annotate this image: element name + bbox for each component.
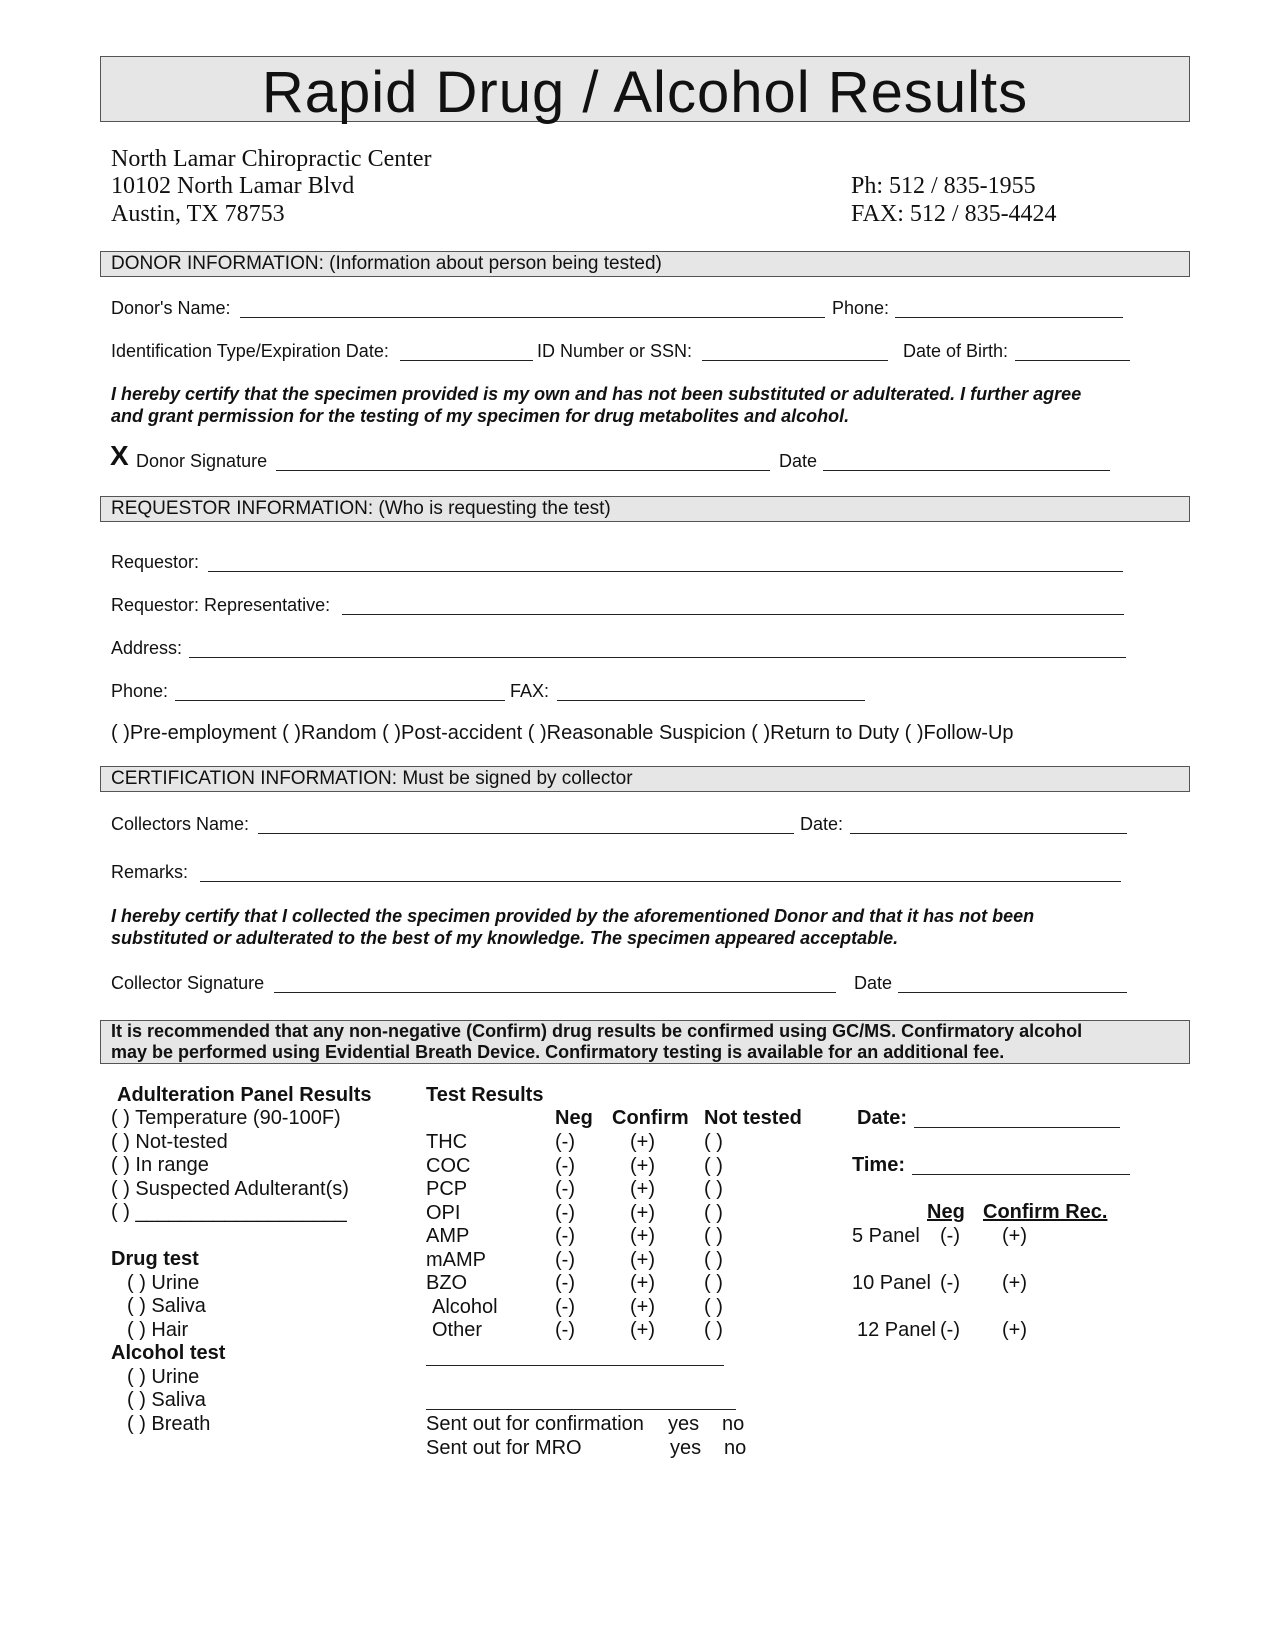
adulteration-item[interactable]: ( ) Not-tested (111, 1131, 228, 1153)
id-type-field[interactable] (400, 360, 533, 361)
result-confirm[interactable]: (+) (630, 1295, 655, 1318)
address-field[interactable] (189, 657, 1126, 658)
other-write-in-line[interactable] (426, 1365, 724, 1366)
requestor-phone-label: Phone: (111, 681, 169, 701)
panel-date-field[interactable] (914, 1127, 1120, 1128)
address-label: Address: (111, 638, 183, 658)
id-number-label: ID Number or SSN: (537, 341, 693, 361)
panel-5-label: 5 Panel (852, 1225, 920, 1247)
result-confirm[interactable]: (+) (630, 1154, 655, 1177)
result-not-tested[interactable]: ( ) (704, 1178, 723, 1200)
adulteration-item[interactable]: ( ) Suspected Adulterant(s) (111, 1178, 349, 1200)
sent-confirmation-yes[interactable]: yes (668, 1413, 700, 1435)
panel-10-neg[interactable]: (-) (940, 1272, 960, 1294)
result-name: OPI (426, 1201, 461, 1224)
form-title-box (100, 56, 1190, 125)
panel-10-label: 10 Panel (852, 1272, 931, 1294)
result-neg[interactable]: (-) (555, 1295, 575, 1318)
sent-mro-yes[interactable]: yes (670, 1437, 702, 1459)
panel-confirm-header: Confirm Rec. (983, 1201, 1108, 1223)
panel-12-label: 12 Panel (857, 1319, 936, 1341)
collector-sig-date-label: Date (854, 973, 893, 993)
adulteration-item[interactable]: ( ) Temperature (90-100F) (111, 1107, 341, 1129)
id-type-label: Identification Type/Expiration Date: (111, 341, 389, 361)
requestor-phone-field[interactable] (175, 700, 505, 701)
result-confirm[interactable]: (+) (630, 1201, 655, 1224)
result-confirm[interactable]: (+) (630, 1131, 655, 1153)
note-line1: It is recommended that any non-negative (Confirm) drug results be confirmed using GC/MS. Confirmatory alcohol (111, 1021, 1083, 1041)
remarks-label: Remarks: (111, 862, 189, 882)
collector-date-label: Date: (800, 814, 844, 834)
collector-cert-line2: substituted or adulterated to the best of my knowledge. The specimen appeared acceptable. (111, 928, 899, 948)
other-write-in-line-2[interactable] (426, 1409, 736, 1410)
col-neg-header: Neg (555, 1107, 593, 1129)
collector-name-label: Collectors Name: (111, 814, 250, 834)
dob-field[interactable] (1015, 360, 1130, 361)
donor-phone-label: Phone: (832, 298, 890, 318)
test-results-header: Test Results (426, 1084, 544, 1106)
result-name: Alcohol (432, 1295, 498, 1318)
donor-signature-label: Donor Signature (136, 451, 268, 471)
sent-confirmation-no[interactable]: no (722, 1413, 745, 1435)
result-not-tested[interactable]: ( ) (704, 1131, 723, 1153)
drug-test-item[interactable]: ( ) Urine (127, 1272, 200, 1294)
adulteration-item[interactable]: ( ) In range (111, 1154, 209, 1176)
alcohol-test-item[interactable]: ( ) Breath (127, 1413, 211, 1435)
requestor-label: Requestor: (111, 552, 200, 572)
donor-name-label: Donor's Name: (111, 298, 231, 318)
collector-date-field[interactable] (850, 833, 1127, 834)
donor-section-header: DONOR INFORMATION: (Information about person being tested) (100, 251, 1190, 277)
panel-neg-header: Neg (927, 1201, 965, 1223)
requestor-field[interactable] (208, 571, 1123, 572)
alcohol-test-item[interactable]: ( ) Saliva (127, 1389, 206, 1411)
clinic-address1: 10102 North Lamar Blvd (111, 173, 355, 199)
requestor-rep-label: Requestor: Representative: (111, 595, 331, 615)
test-reason-options[interactable]: ( )Pre-employment ( )Random ( )Post-accident ( )Reasonable Suspicion ( )Return to Duty ( )Follow-Up (111, 722, 1014, 744)
donor-signature-field[interactable] (276, 470, 770, 471)
result-confirm[interactable]: (+) (630, 1248, 655, 1271)
form-title: Rapid Drug / Alcohol Results (261, 60, 1029, 125)
result-not-tested[interactable]: ( ) (704, 1319, 723, 1341)
result-neg[interactable]: (-) (555, 1131, 575, 1153)
drug-test-item[interactable]: ( ) Saliva (127, 1295, 206, 1317)
alcohol-test-item[interactable]: ( ) Urine (127, 1366, 200, 1388)
drug-test-item[interactable]: ( ) Hair (127, 1319, 189, 1341)
result-name: BZO (426, 1272, 468, 1294)
donor-name-field[interactable] (240, 317, 825, 318)
collector-cert-line1: I hereby certify that I collected the specimen provided by the aforementioned Donor and that it has not been (111, 906, 1035, 926)
result-not-tested[interactable]: ( ) (704, 1201, 723, 1224)
panel-time-field[interactable] (912, 1174, 1130, 1175)
panel-time-label: Time: (852, 1154, 905, 1176)
result-neg[interactable]: (-) (555, 1225, 575, 1247)
clinic-address2: Austin, TX 78753 (111, 201, 285, 227)
requestor-section-header: REQUESTOR INFORMATION: (Who is requesting the test) (100, 496, 1190, 522)
result-not-tested[interactable]: ( ) (704, 1295, 723, 1318)
collector-signature-field[interactable] (274, 992, 836, 993)
panel-12-confirm[interactable]: (+) (1002, 1319, 1027, 1341)
remarks-field[interactable] (200, 881, 1121, 882)
collector-signature-label: Collector Signature (111, 973, 265, 993)
id-number-field[interactable] (702, 360, 888, 361)
result-name: THC (426, 1131, 468, 1153)
panel-12-neg[interactable]: (-) (940, 1319, 960, 1341)
result-confirm[interactable]: (+) (630, 1272, 655, 1294)
result-neg[interactable]: (-) (555, 1154, 575, 1177)
panel-10-confirm[interactable]: (+) (1002, 1272, 1027, 1294)
result-neg[interactable]: (-) (555, 1248, 575, 1271)
confirmation-note (100, 1020, 1190, 1064)
donor-date-field[interactable] (823, 470, 1110, 471)
sent-confirmation-label: Sent out for confirmation (426, 1413, 644, 1435)
clinic-name: North Lamar Chiropractic Center (111, 146, 432, 172)
requestor-rep-field[interactable] (342, 614, 1124, 615)
result-confirm[interactable]: (+) (630, 1319, 655, 1341)
certification-section-header: CERTIFICATION INFORMATION: Must be signed by collector (100, 766, 1190, 792)
result-name: mAMP (426, 1248, 486, 1271)
panel-date-label: Date: (857, 1107, 908, 1129)
clinic-fax: FAX: 512 / 835-4424 (851, 201, 1057, 227)
collector-name-field[interactable] (258, 833, 794, 834)
donor-phone-field[interactable] (895, 317, 1123, 318)
result-neg[interactable]: (-) (555, 1178, 575, 1200)
result-neg[interactable]: (-) (555, 1272, 575, 1294)
collector-sig-date-field[interactable] (898, 992, 1127, 993)
drug-test-header: Drug test (111, 1248, 199, 1270)
clinic-phone: Ph: 512 / 835-1955 (851, 173, 1036, 199)
sent-mro-label: Sent out for MRO (426, 1437, 582, 1459)
panel-5-confirm[interactable]: (+) (1002, 1225, 1027, 1247)
result-neg[interactable]: (-) (555, 1319, 575, 1341)
result-not-tested[interactable]: ( ) (704, 1272, 723, 1294)
sent-mro-no[interactable]: no (724, 1437, 747, 1459)
panel-5-neg[interactable]: (-) (940, 1225, 960, 1247)
result-not-tested[interactable]: ( ) (704, 1225, 723, 1247)
col-not-tested-header: Not tested (704, 1107, 802, 1129)
note-line2: may be performed using Evidential Breath Device. Confirmatory testing is available for an additional fee. (111, 1042, 1005, 1062)
alcohol-test-header: Alcohol test (111, 1342, 226, 1364)
dob-label: Date of Birth: (903, 341, 1009, 361)
result-confirm[interactable]: (+) (630, 1178, 655, 1200)
donor-date-label: Date (779, 451, 818, 471)
result-not-tested[interactable]: ( ) (704, 1154, 723, 1177)
donor-cert-line1: I hereby certify that the specimen provided is my own and has not been substituted or adulterated. I further agree (111, 384, 1082, 404)
requestor-fax-label: FAX: (510, 681, 550, 701)
adulteration-header: Adulteration Panel Results (117, 1084, 372, 1106)
result-neg[interactable]: (-) (555, 1201, 575, 1224)
requestor-fax-field[interactable] (557, 700, 865, 701)
adulteration-item[interactable]: ( ) ___________________ (111, 1201, 347, 1223)
x-mark: X (110, 440, 129, 471)
result-name: COC (426, 1154, 471, 1177)
col-confirm-header: Confirm (612, 1107, 689, 1129)
donor-cert-line2: and grant permission for the testing of my specimen for drug metabolites and alcohol. (111, 406, 850, 426)
result-name: PCP (426, 1178, 468, 1200)
result-name: AMP (426, 1225, 470, 1247)
result-not-tested[interactable]: ( ) (704, 1248, 723, 1271)
result-confirm[interactable]: (+) (630, 1225, 655, 1247)
result-name: Other (432, 1319, 483, 1341)
